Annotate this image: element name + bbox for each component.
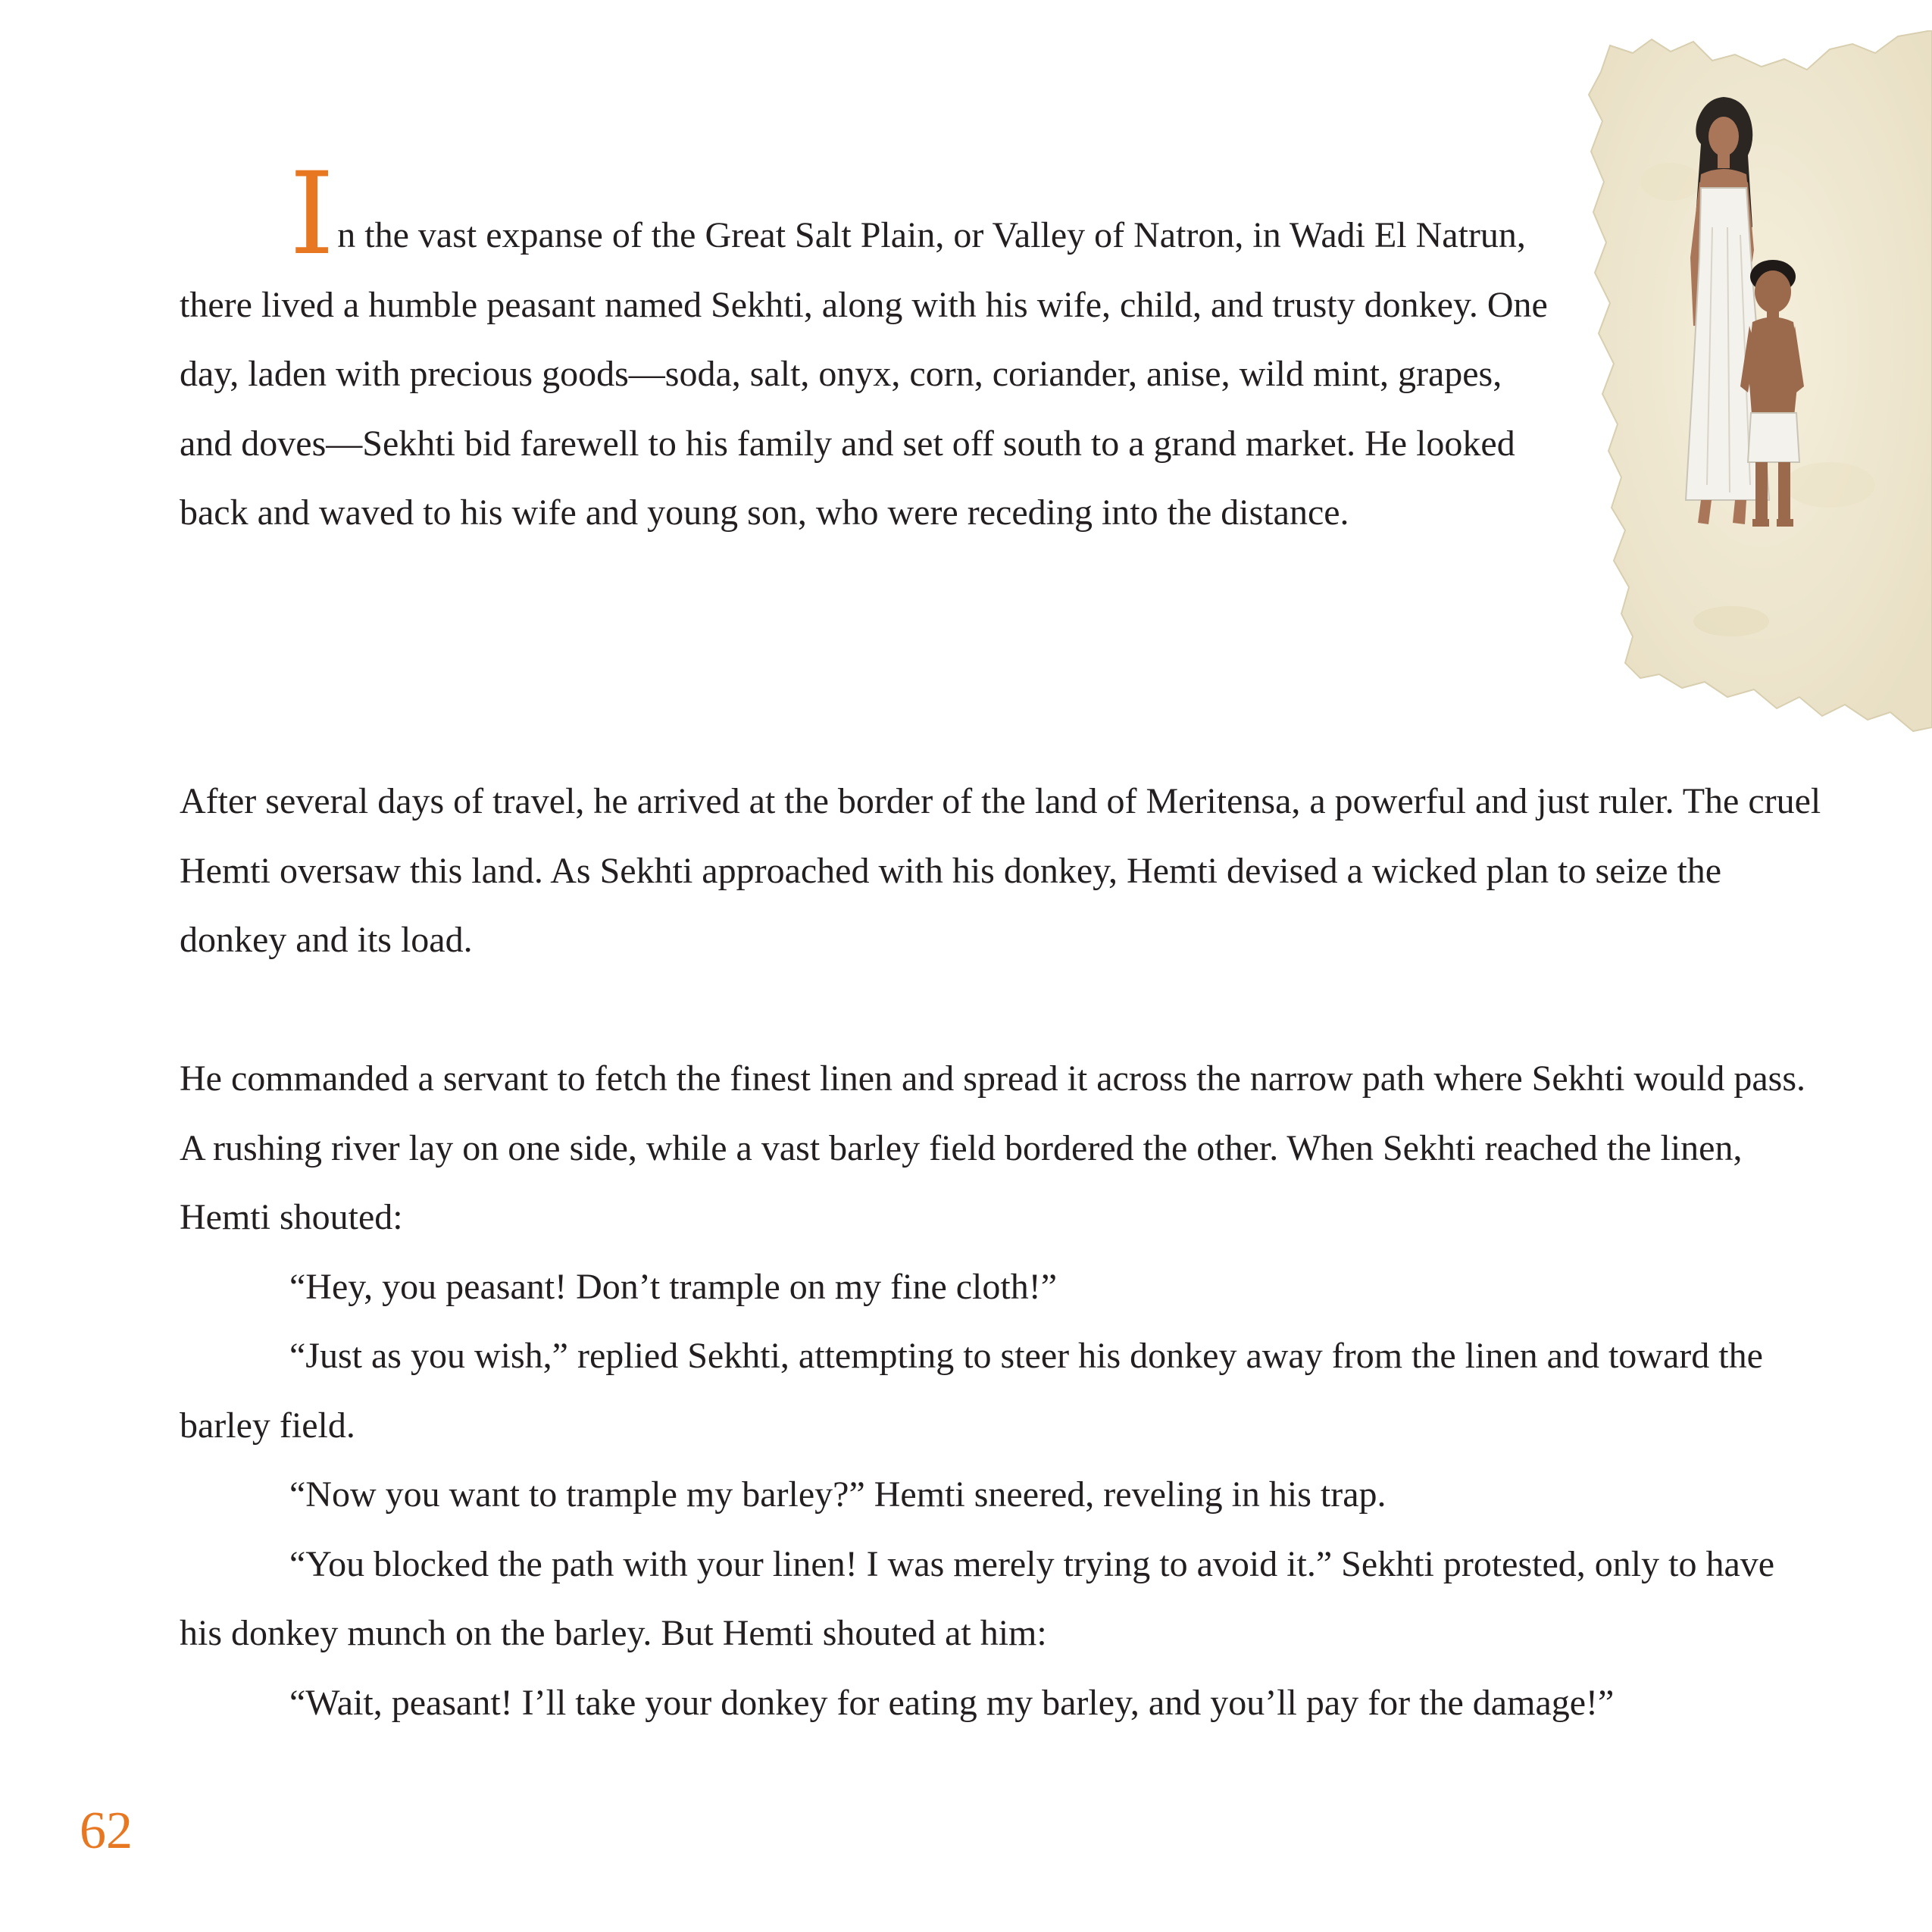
third-paragraph [180,1044,1824,1737]
dialog-line: “Hey, you peasant! Don’t trample on my fine cloth!” [289,1266,1058,1307]
page-number: 62 [80,1802,133,1860]
opening-paragraph [180,148,1551,548]
dialog-line: “You blocked the path with your linen! I was merely trying to avoid it.” Sekhti protested, only to have his donkey munch on the barley. But Hemti shouted at him: [180,1543,1775,1653]
dialog-line: “Now you want to trample my barley?” Hemti sneered, reveling in his trap. [289,1474,1386,1515]
third-paragraph-intro: He commanded a servant to fetch the finest linen and spread it across the narrow path where Sekhti would pass. A rushing river lay on one side, while a vast barley field bordered the other. When Sekhti reached the linen, Hemti shouted: [180,1058,1806,1237]
parchment-illustration [1580,30,1932,735]
dialog-line: “Wait, peasant! I’ll take your donkey for eating my barley, and you’ll pay for the damage!” [289,1682,1615,1723]
woman-and-child-illustration [1580,30,1932,735]
second-paragraph: After several days of travel, he arrived at the border of the land of Meritensa, a powerful and just ruler. The cruel Hemti oversaw this land. As Sekhti approached with his donkey, Hemti devised a wicked plan to seize the donkey and its load. [180,781,1821,960]
opening-paragraph-text: n the vast expanse of the Great Salt Plain, or Valley of Natron, in Wadi El Natrun, there lived a humble peasant named Sekhti, along with his wife, child, and trusty donkey. One day, laden with precious goods—soda, salt, onyx, corn, coriander, anise, wild mint, grapes, and doves—Sekhti bid farewell to his family and set off south to a grand market. He looked back and waved to his wife and young son, who were receding into the distance. [180,215,1548,533]
dialog-line: “Just as you wish,” replied Sekhti, attempting to steer his donkey away from the linen and toward the barley field. [180,1336,1763,1446]
drop-cap: I [289,148,335,280]
